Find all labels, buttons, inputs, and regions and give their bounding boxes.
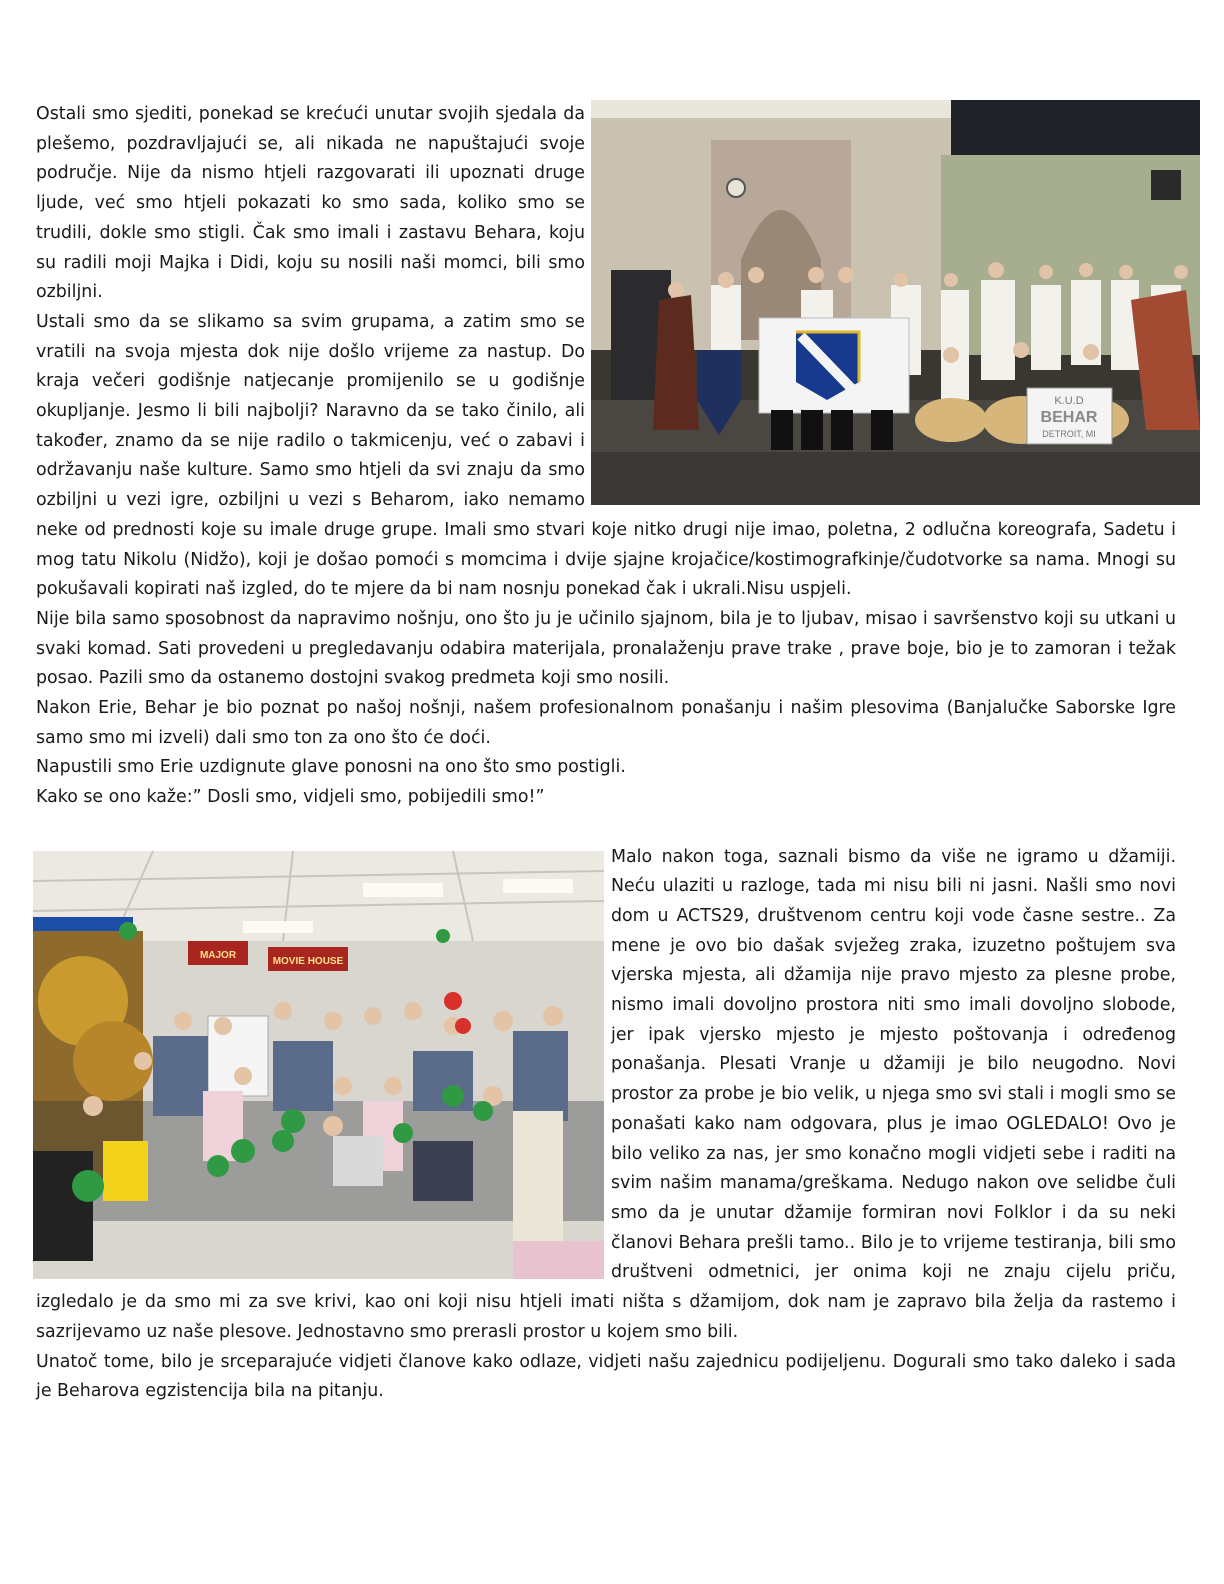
sign-line-1: K.U.D: [1054, 395, 1084, 407]
paragraph: Nije bila samo sposobnost da napravimo nošnju, ono što ju je učinilo sjajnom, bila je to ljubav, misao i savršenstvo koji su utkani u svaki komad. Sati provedeni u pregledavanju odabira materijala, pronalaženju prave trake , prave boje, bio je to zamoran i težak posao. Pazili smo da ostanemo dostojni svakog predmeta koji smo nosili.: [36, 608, 1176, 689]
paragraph: Kako se ono kaže:” Dosli smo, vidjeli smo, pobijedili smo!”: [36, 787, 545, 808]
stage-photo-illustration: [591, 100, 1200, 505]
paragraph: Ostali smo sjediti, ponekad se krećući unutar svojih sjedala da plešemo, pozdravljajući se, ali nikada ne napuštajući svoje područje. Nije da nismo htjeli razgovarati ili upoznati druge ljude, već smo htjeli pokazati ko smo sada, koliko smo se trudili, dokle smo stigli. Čak smo imali i zastavu Behara, koju su radili moji Majka i Didi, koju su nosili naši momci, bili smo ozbiljni.: [36, 104, 585, 303]
banner-right-text: MOVIE HOUSE: [272, 955, 344, 967]
sign-line-2: BEHAR: [1040, 409, 1098, 426]
folklore-group-stage-photo: [591, 100, 1200, 505]
article-page: [36, 100, 1176, 1407]
paragraph: Ustali smo da se slikamo sa svim grupama, a zatim smo se vratili na svoja mjesta dok nije došlo vrijeme za nastup. Do kraja večeri godišnje natjecanje promijenilo se u godišnje okupljanje. Jesmo li bili najbolji? Naravno da se tako činilo, ali također, znamo da se nije radilo o takmicenju, već o zabavi i održavanju naše kulture. Samo smo htjeli da svi znaju da smo ozbiljni u vezi igre, ozbiljni u vezi s Beharom, iako nemamo neke od prednosti koje su imale druge grupe. Imali smo stvari koje nitko drugi nije imao, poletna, 2 odlučna koreografa, Sadetu i mog tatu Nikolu (Nidžo), koji je došao pomoći s momcima i dvije sjajne krojačice/kostimografkinje/čudotvorke sa nama. Mnogi su pokušavali kopirati naš izgled, do te mjere da bi nam nosnju ponekad čak i ukrali.Nisu uspjeli.: [36, 311, 1176, 600]
gathering-photo-illustration: [33, 851, 604, 1279]
group-gathering-photo: [33, 851, 604, 1279]
paragraph-spacer: [36, 813, 1176, 843]
paragraph: Malo nakon toga, saznali bismo da više ne igramo u džamiji. Neću ulaziti u razloge, tada mi nisu bili ni jasni. Našli smo novi dom u ACTS29, društvenom centru koji vode časne sestre.. Za mene je ovo bio dašak svježeg zraka, izuzetno poštujem sva vjerska mjesta, ali džamija nije pravo mjesto za plesne probe, nismo imali dovoljno prostora niti smo imali dovoljno slobode, jer ipak vjersko mjesto je mjesto poštovanja i određenog ponašanja. Plesati Vranje u džamiji je bilo neugodno. Novi prostor za probe je bio velik, u njega smo svi stali i mogli smo se ponašati kako nam odgovara, plus je imao OGLEDALO! Ovo je bilo veliko za nas, jer smo konačno mogli vidjeti sebe i raditi na svim našim manama/greškama. Nedugo nakon ove selidbe čuli smo da je unutar džamije formiran novi Folklor i da su neki članovi Behara prešli tamo.. Bilo je to vrijeme testiranja, bili smo društveni odmetnici, jer onima koji ne znaju cijelu priču, izgledalo je da smo mi za sve krivi, kao oni koji nisu htjeli imati ništa s džamijom, dok nam je zapravo bila želja da rastemo i sazrijevamo uz naše plesove. Jednostavno smo prerasli prostor u kojem smo bili.: [36, 846, 1176, 1342]
paragraph: Napustili smo Erie uzdignute glave ponosni na ono što smo postigli.: [36, 757, 626, 778]
banner-left-text: MAJOR: [199, 949, 237, 961]
paragraph: Nakon Erie, Behar je bio poznat po našoj nošnji, našem profesionalnom ponašanju i našim plesovima (Banjalučke Saborske Igre samo smo mi izveli) dali smo ton za ono što će doći.: [36, 698, 1176, 748]
sign-line-3: DETROIT, MI: [1042, 429, 1096, 439]
paragraph: Unatoč tome, bilo je srceparajuće vidjeti članove kako odlaze, vidjeti našu zajednicu podijeljenu. Dogurali smo tako daleko i sada je Beharova egzistencija bila na pitanju.: [36, 1351, 1176, 1402]
